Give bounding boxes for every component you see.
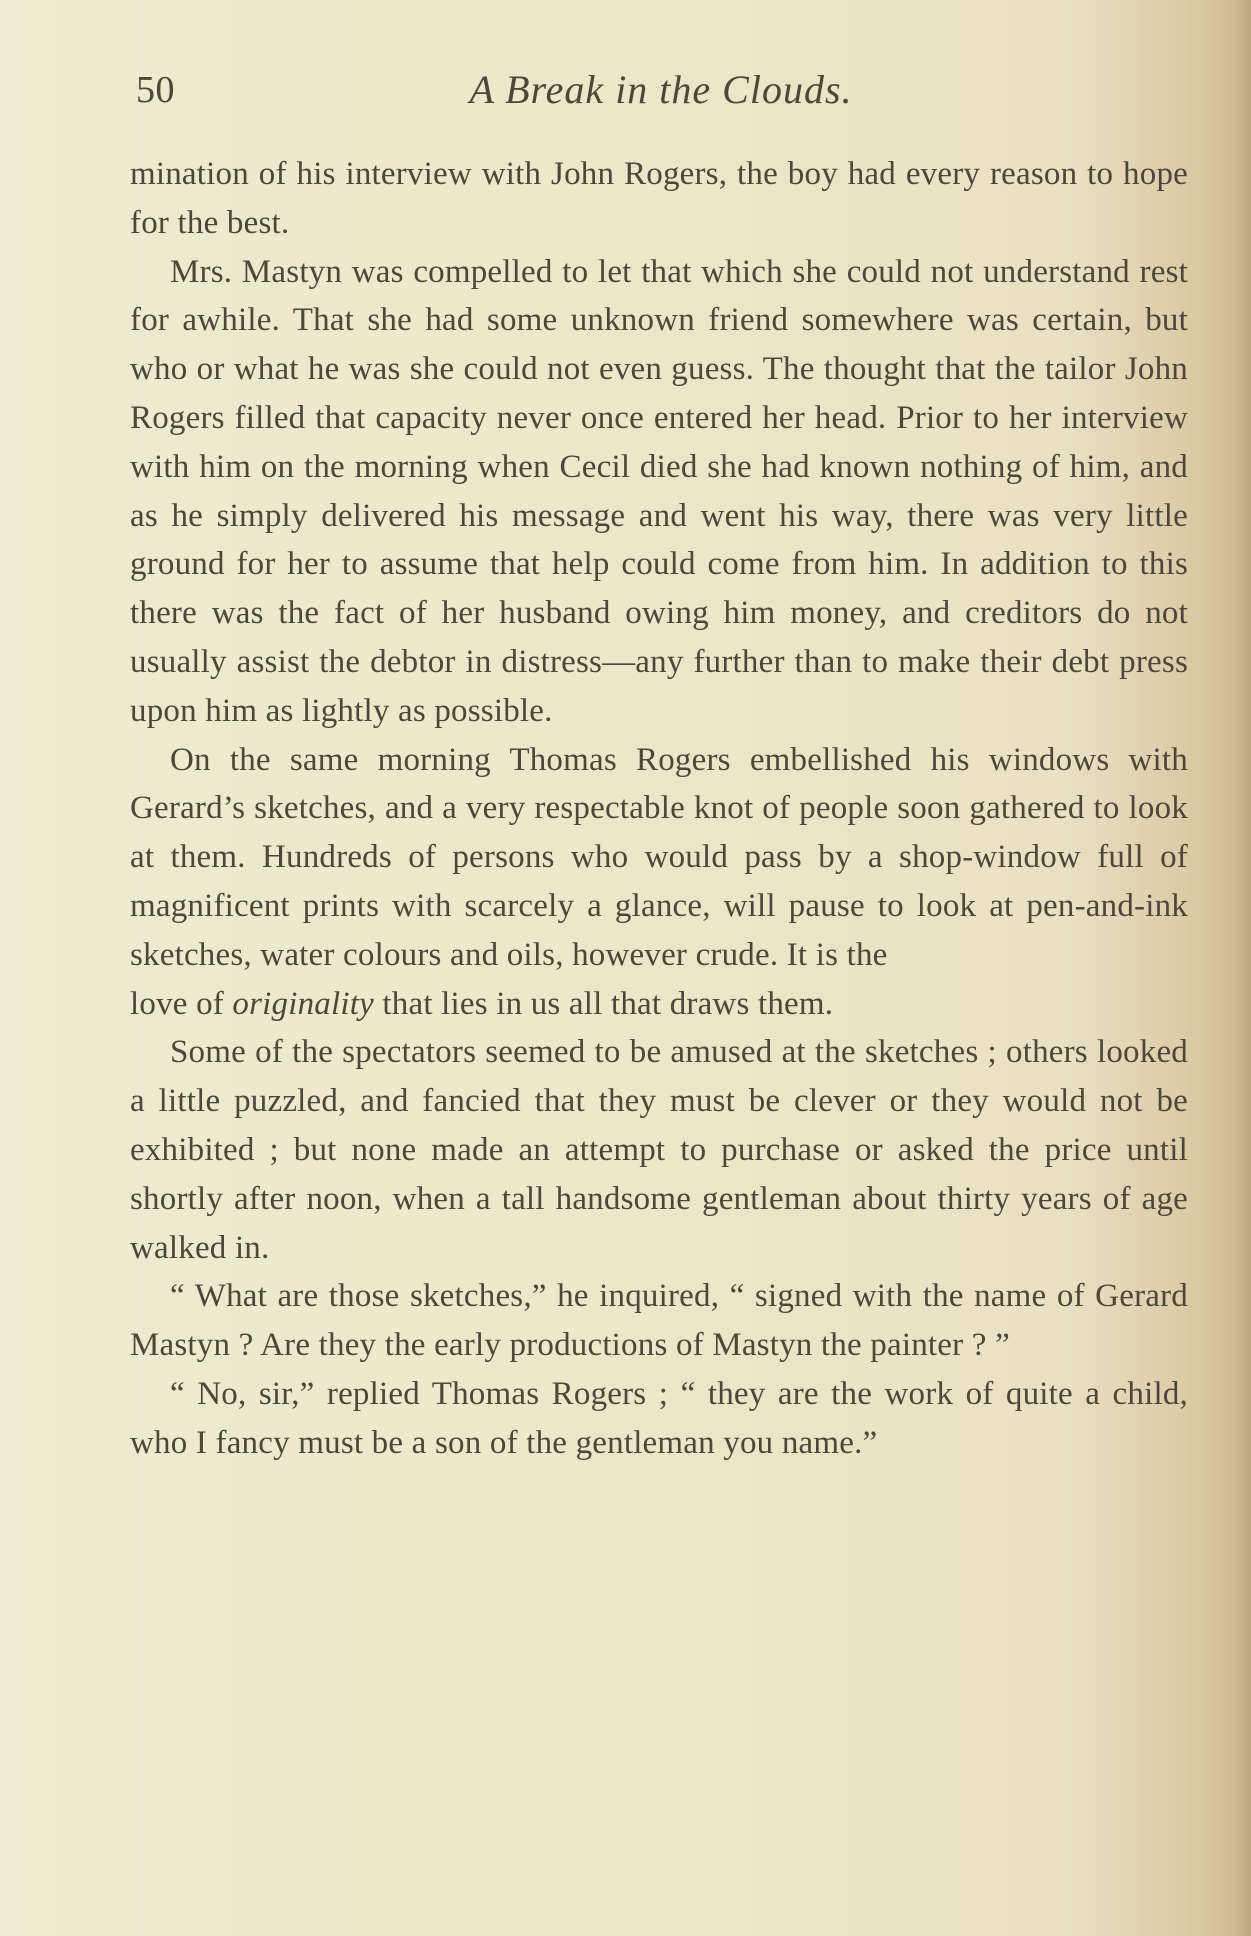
originality-before: love of bbox=[130, 985, 233, 1022]
page-number: 50 bbox=[136, 69, 175, 111]
originality-emphasis: originality bbox=[232, 985, 374, 1022]
paragraph-windows-text: On the same morning Thomas Rogers embellished his windows with Gerard’s sketches, and a very respectable knot of people soon gathered to look at them. Hundreds of persons who would pass by a shop-window full of magnificent prints with scarcely a glance, will pause to look at pen-and-ink sketches, water colours and oils, however crude. It is the bbox=[130, 741, 1188, 973]
body-text bbox=[130, 150, 1188, 1468]
paragraph-thomas-rogers-windows bbox=[130, 736, 1188, 980]
paragraph-originality-line bbox=[130, 980, 1188, 1029]
paragraph-spectators: Some of the spectators seemed to be amused at the sketches ; others looked a little puzzled, and fancied that they must be clever or they would not be exhibited ; but none made an attempt to purchase or asked the price until shortly after noon, when a tall handsome gentleman about thirty years of age walked in. bbox=[130, 1034, 1188, 1266]
paragraph-gentleman-inquiry: “ What are those sketches,” he inquired, “ signed with the name of Gerard Mastyn ? Are they the early productions of Mastyn the painter ? ” bbox=[130, 1278, 1188, 1364]
running-title: A Break in the Clouds. bbox=[469, 67, 853, 112]
paragraph-rogers-reply: “ No, sir,” replied Thomas Rogers ; “ they are the work of quite a child, who I fancy must be a son of the gentleman you name.” bbox=[130, 1375, 1188, 1461]
paragraph-mrs-mastyn: Mrs. Mastyn was compelled to let that which she could not understand rest for awhile. That she had some unknown friend somewhere was certain, but who or what he was she could not even guess. The thought that the tailor John Rogers filled that capacity never once entered her head. Prior to her interview with him on the morning when Cecil died she had known nothing of him, and as he simply delivered his message and went his way, there was very little ground for her to assume that help could come from him. In addition to this there was the fact of her husband owing him money, and creditors do not usually assist the debtor in distress—any further than to make their debt press upon him as lightly as possible. bbox=[130, 253, 1188, 729]
running-head bbox=[136, 60, 1186, 116]
paragraph-continued: mination of his interview with John Rogers, the boy had every reason to hope for the best. bbox=[130, 156, 1188, 241]
originality-after: that lies in us all that draws them. bbox=[373, 985, 834, 1022]
